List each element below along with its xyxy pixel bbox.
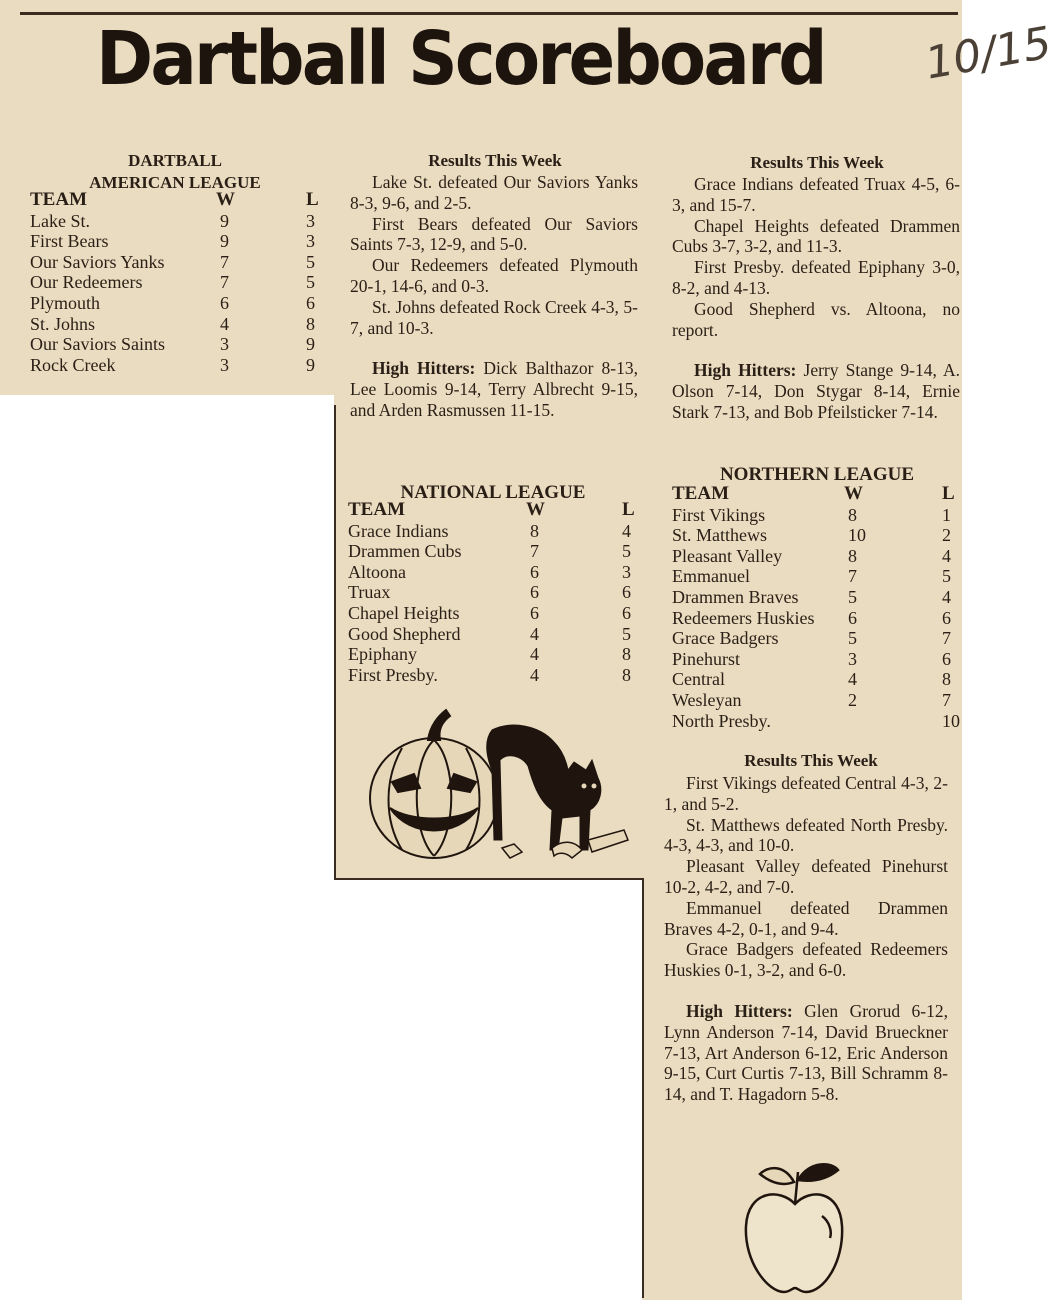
- result-item: [672, 216, 960, 258]
- team-column-header: TEAM: [348, 499, 405, 520]
- wins-value: 5: [848, 628, 857, 649]
- losses-value: 8: [942, 669, 951, 690]
- losses-value: 7: [942, 689, 951, 710]
- high-hitters: [664, 1001, 948, 1105]
- standings-row: [672, 505, 962, 526]
- standings-row: [672, 690, 962, 711]
- team-name: Chapel Heights: [348, 602, 460, 623]
- top-rule: [20, 12, 958, 15]
- national-results-heading: Results This Week: [750, 153, 884, 172]
- losses-value: 5: [622, 623, 631, 644]
- losses-value: 3: [622, 561, 631, 582]
- team-name: Our Saviors Saints: [30, 334, 165, 355]
- result-item: [664, 898, 948, 940]
- american-heading-line1: DARTBALL: [128, 151, 222, 170]
- standings-header-row: [672, 484, 962, 505]
- standings-row: [672, 649, 962, 670]
- bottom-rule-middle: [334, 878, 642, 880]
- team-name: Truax: [348, 582, 391, 603]
- team-name: Drammen Cubs: [348, 541, 462, 562]
- standings-row: [30, 211, 330, 232]
- wins-value: 7: [220, 272, 229, 293]
- standings-row: [672, 587, 962, 608]
- result-item: [350, 255, 638, 297]
- team-name: Lake St.: [30, 210, 90, 231]
- team-name: First Bears: [30, 231, 109, 252]
- result-text: Chapel Heights defeated Drammen Cubs 3-7, 3-2, and 11-3.: [672, 215, 960, 257]
- standings-row: [30, 334, 330, 355]
- team-name: Plymouth: [30, 292, 101, 313]
- wins-value: 4: [220, 313, 229, 334]
- result-text: First Vikings defeated Central 4-3, 2-1, and 5-2.: [664, 773, 948, 814]
- losses-value: 5: [622, 541, 631, 562]
- team-name: Wesleyan: [672, 689, 742, 710]
- losses-value: 6: [942, 648, 951, 669]
- losses-value: 3: [306, 210, 315, 231]
- wins-value: 6: [530, 602, 539, 623]
- standings-row: [348, 521, 638, 542]
- result-text: St. Matthews defeated North Presby. 4-3, 4-3, and 10-0.: [664, 814, 948, 856]
- result-text: St. Johns defeated Rock Creek 4-3, 5-7, and 10-3.: [350, 296, 638, 338]
- high-hitters-label: High Hitters:: [694, 360, 797, 381]
- standings-row: [348, 603, 638, 624]
- team-name: Our Redeemers: [30, 272, 143, 293]
- result-item: [664, 856, 948, 898]
- standings-row: [672, 711, 962, 732]
- result-item: [664, 815, 948, 857]
- american-standings-table: [30, 190, 330, 375]
- losses-value: 5: [306, 251, 315, 272]
- apple-illustration: [740, 1152, 850, 1298]
- wins-column-header: W: [216, 189, 235, 210]
- team-name: Redeemers Huskies: [672, 607, 815, 628]
- team-column-header: TEAM: [672, 483, 729, 504]
- wins-value: 3: [220, 354, 229, 375]
- wins-value: 6: [530, 582, 539, 603]
- standings-row: [30, 293, 330, 314]
- result-text: Lake St. defeated Our Saviors Yanks 8-3, 9-6, and 2-5.: [350, 172, 638, 213]
- losses-value: 8: [622, 664, 631, 685]
- standings-header-row: [30, 190, 330, 211]
- losses-value: 6: [306, 292, 315, 313]
- northern-league-heading: NORTHERN LEAGUE: [719, 464, 915, 485]
- handwritten-date: 10/15: [921, 17, 1055, 90]
- losses-value: 1: [942, 504, 951, 525]
- losses-value: 8: [622, 644, 631, 665]
- losses-value: 6: [622, 602, 631, 623]
- result-text: Grace Badgers defeated Redeemers Huskies 0-1, 3-2, and 6-0.: [664, 939, 948, 981]
- wins-value: 6: [848, 607, 857, 628]
- pumpkin-icon: [370, 710, 498, 858]
- losses-value: 8: [306, 313, 315, 334]
- national-results-text: [672, 174, 960, 423]
- page-title: Dartball Scoreboard: [96, 16, 825, 102]
- result-item: [672, 299, 960, 341]
- result-item: [350, 297, 638, 339]
- wins-value: 7: [848, 566, 857, 587]
- team-name: St. Johns: [30, 313, 96, 334]
- losses-value: 5: [942, 566, 951, 587]
- wins-value: 4: [530, 644, 539, 665]
- northern-standings-table: [672, 484, 962, 731]
- result-text: First Bears defeated Our Saviors Saints 7-3, 12-9, and 5-0.: [350, 213, 638, 255]
- result-text: Pleasant Valley defeated Pinehurst 10-2, 4-2, and 7-0.: [664, 856, 948, 897]
- standings-row: [672, 546, 962, 567]
- wins-value: 9: [220, 231, 229, 252]
- standings-row: [348, 541, 638, 562]
- wins-column-header: W: [844, 483, 863, 504]
- losses-value: 3: [306, 231, 315, 252]
- team-name: Grace Badgers: [672, 628, 779, 649]
- wins-value: 9: [220, 210, 229, 231]
- american-results-heading: Results This Week: [428, 151, 562, 170]
- northern-results-text: [664, 773, 948, 1105]
- result-item: [350, 214, 638, 256]
- high-hitters-text: Glen Grorud 6-12, Lynn Anderson 7-14, David Brueckner 7-13, Art Anderson 6-12, Eric Anderson 9-15, Curt Curtis 7-13, Bill Schramm 8-14, and T. Hagadorn 5-8.: [664, 1000, 949, 1105]
- standings-row: [348, 582, 638, 603]
- losses-value: 7: [942, 628, 951, 649]
- result-item: [672, 174, 960, 216]
- team-name: Our Saviors Yanks: [30, 251, 165, 272]
- standings-row: [672, 566, 962, 587]
- wins-value: 3: [220, 334, 229, 355]
- losses-value: 6: [942, 607, 951, 628]
- team-name: Drammen Braves: [672, 586, 799, 607]
- high-hitters: [350, 358, 638, 420]
- losses-value: 4: [942, 586, 951, 607]
- team-name: North Presby.: [672, 710, 771, 731]
- high-hitters-text: Jerry Stange 9-14, A. Olson 7-14, Don Stygar 8-14, Ernie Stark 7-13, and Bob Pfeilsticker 7-14.: [672, 360, 960, 422]
- team-name: Epiphany: [348, 644, 417, 665]
- wins-value: 4: [530, 623, 539, 644]
- team-column-header: TEAM: [30, 189, 87, 210]
- team-name: Grace Indians: [348, 520, 449, 541]
- team-name: Emmanuel: [672, 566, 750, 587]
- standings-row: [30, 252, 330, 273]
- wins-value: 6: [530, 561, 539, 582]
- american-results-text: [350, 172, 638, 421]
- pumpkin-cat-illustration: [362, 700, 630, 870]
- result-text: Emmanuel defeated Drammen Braves 4-2, 0-1, and 9-4.: [664, 897, 948, 939]
- standings-row: [30, 231, 330, 252]
- high-hitters-label: High Hitters:: [372, 358, 476, 379]
- losses-value: 10: [942, 710, 960, 731]
- wins-value: 8: [530, 520, 539, 541]
- wins-column-header: W: [526, 499, 545, 520]
- standings-row: [348, 624, 638, 645]
- wins-value: 7: [220, 251, 229, 272]
- candy-icon: [502, 830, 628, 858]
- wins-value: 2: [848, 689, 857, 710]
- standings-row: [30, 272, 330, 293]
- team-name: Good Shepherd: [348, 623, 461, 644]
- standings-row: [672, 525, 962, 546]
- losses-value: 6: [622, 582, 631, 603]
- losses-value: 9: [306, 354, 315, 375]
- team-name: Altoona: [348, 561, 406, 582]
- losses-value: 2: [942, 525, 951, 546]
- losses-column-header: L: [622, 499, 635, 520]
- high-hitters-label: High Hitters:: [686, 1000, 793, 1021]
- wins-value: 6: [220, 292, 229, 313]
- standings-row: [30, 355, 330, 376]
- result-text: First Presby. defeated Epiphany 3-0, 8-2, and 4-13.: [672, 257, 960, 298]
- losses-value: 4: [622, 520, 631, 541]
- wins-value: 4: [848, 669, 857, 690]
- standings-row: [672, 628, 962, 649]
- standings-row: [672, 608, 962, 629]
- wins-value: 10: [848, 525, 866, 546]
- losses-column-header: L: [942, 483, 955, 504]
- result-text: Grace Indians defeated Truax 4-5, 6-3, and 15-7.: [672, 174, 960, 215]
- northern-results-heading: Results This Week: [744, 751, 878, 770]
- losses-value: 5: [306, 272, 315, 293]
- american-league-heading: [20, 150, 330, 194]
- team-name: Pleasant Valley: [672, 545, 783, 566]
- losses-value: 9: [306, 334, 315, 355]
- losses-value: 4: [942, 545, 951, 566]
- standings-header-row: [348, 500, 638, 521]
- result-text: Good Shepherd vs. Altoona, no report.: [672, 298, 960, 340]
- standings-row: [30, 314, 330, 335]
- standings-row: [348, 562, 638, 583]
- wins-value: 8: [848, 504, 857, 525]
- losses-column-header: L: [306, 189, 319, 210]
- high-hitters: [672, 360, 960, 422]
- apple-icon: [746, 1164, 842, 1292]
- team-name: Rock Creek: [30, 354, 116, 375]
- high-hitters-text: Dick Balthazor 8-13, Lee Loomis 9-14, Terry Albrecht 9-15, and Arden Rasmussen 11-15.: [350, 358, 639, 420]
- result-item: [664, 773, 948, 815]
- black-cat-icon: [487, 725, 601, 850]
- team-name: Pinehurst: [672, 648, 741, 669]
- wins-value: 7: [530, 541, 539, 562]
- team-name: First Presby.: [348, 664, 438, 685]
- standings-row: [348, 644, 638, 665]
- wins-value: 3: [848, 648, 857, 669]
- team-name: First Vikings: [672, 504, 766, 525]
- wins-value: 5: [848, 586, 857, 607]
- wins-value: 4: [530, 664, 539, 685]
- result-item: [664, 939, 948, 981]
- column-rule-bottom: [642, 878, 644, 1298]
- standings-row: [348, 665, 638, 686]
- result-text: Our Redeemers defeated Plymouth 20-1, 14-6, and 0-3.: [350, 255, 638, 296]
- national-league-heading: NATIONAL LEAGUE: [400, 482, 586, 503]
- standings-row: [672, 669, 962, 690]
- team-name: St. Matthews: [672, 525, 768, 546]
- result-item: [672, 257, 960, 299]
- wins-value: 8: [848, 545, 857, 566]
- american-heading-line2: AMERICAN LEAGUE: [89, 173, 261, 192]
- national-standings-table: [348, 500, 638, 685]
- column-rule-left: [334, 405, 336, 880]
- result-item: [350, 172, 638, 214]
- team-name: Central: [672, 669, 725, 690]
